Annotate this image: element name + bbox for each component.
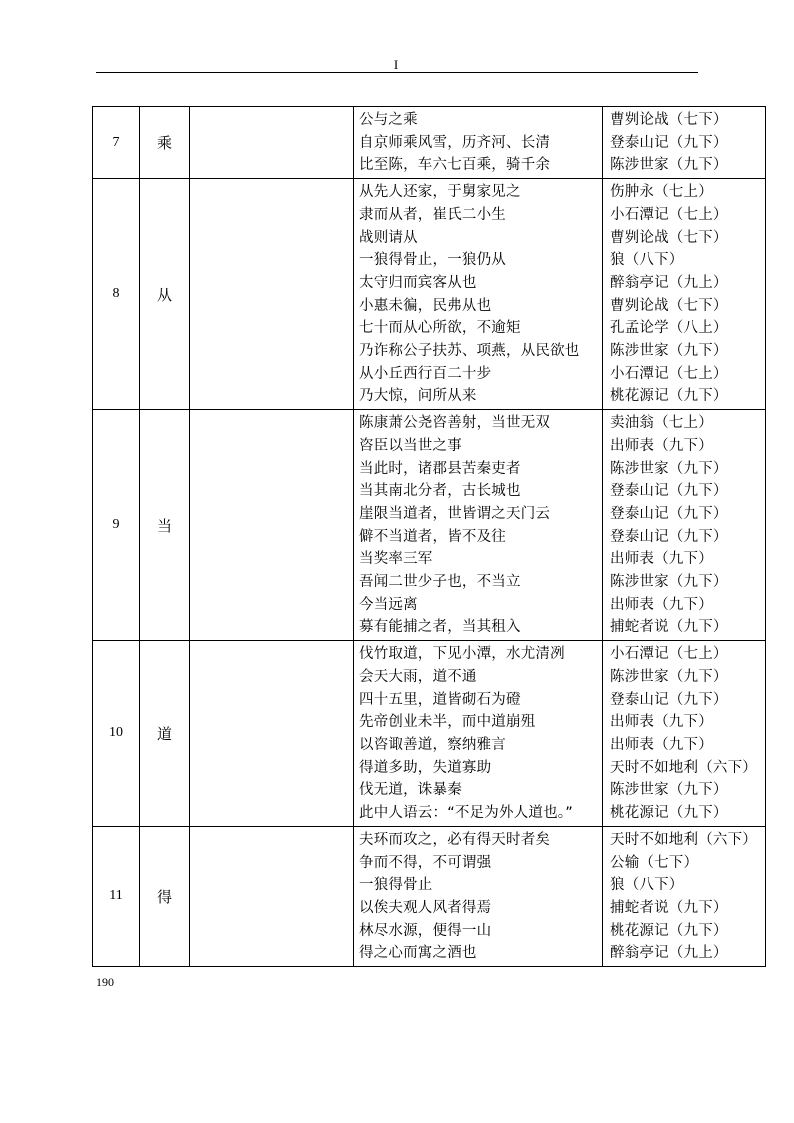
header-mark: I [393, 57, 399, 72]
example-sentence: 公与之乘 [359, 112, 418, 128]
source-title: 醉翁亭记（九上） [610, 945, 728, 962]
row-number: 9 [93, 410, 140, 641]
example-sentence: 从小丘西行百二十步 [359, 365, 492, 382]
example-sentence: 林尽水源，便得一山 [359, 922, 492, 939]
example-sentence: 乃诈称公子扶苏、项燕，从民欲也 [359, 343, 580, 360]
meaning-cell-empty [190, 826, 354, 966]
sources-cell [603, 641, 766, 827]
example-sentence: 先帝创业未半，而中道崩殂 [359, 714, 536, 731]
meaning-cell-empty [190, 179, 354, 410]
vocabulary-table [92, 106, 766, 967]
source-title: 狼（八下） [610, 252, 684, 269]
source-title: 登泰山记（九下） [610, 134, 728, 151]
source-title: 曹刿论战（七下） [610, 229, 728, 246]
example-sentence: 小惠未徧，民弗从也 [359, 297, 492, 314]
example-sentence: 以俟夫观人风者得焉 [359, 899, 492, 916]
meaning-cell-empty [190, 641, 354, 827]
example-sentence: 当其南北分者，古长城也 [359, 483, 521, 500]
header-rule [96, 72, 698, 73]
source-title: 登泰山记（九下） [610, 483, 728, 500]
example-sentence: 七十而从心所欲，不逾矩 [359, 320, 521, 337]
source-title: 陈涉世家（九下） [610, 574, 728, 591]
table-row [93, 826, 766, 966]
source-title: 伤肿永（七上） [610, 184, 713, 201]
table-row [93, 179, 766, 410]
example-sentence: 太守归而宾客从也 [359, 274, 477, 291]
source-title: 曹刿论战（七下） [610, 297, 728, 314]
table-row [93, 107, 766, 179]
table-row [93, 410, 766, 641]
row-number: 8 [93, 179, 140, 410]
keyword-char: 道 [140, 641, 190, 827]
keyword-char: 当 [140, 410, 190, 641]
example-sentence: 夫环而攻之，必有得天时者矣 [359, 831, 551, 848]
example-sentence: 一狼得骨止，一狼仍从 [359, 252, 506, 269]
example-sentence: 陈康萧公尧咨善射，当世无双 [359, 415, 551, 432]
meaning-cell-empty [190, 107, 354, 179]
example-sentence: 会天大雨，道不通 [359, 668, 477, 685]
examples-cell [354, 107, 603, 179]
example-sentence: 从先人还家，于舅家见之 [359, 184, 521, 201]
keyword-char: 得 [140, 826, 190, 966]
example-sentence: 僻不当道者，皆不及往 [359, 528, 506, 545]
example-sentence: 吾闻二世少子也，不当立 [359, 574, 521, 591]
source-title: 孔孟论学（八上） [610, 320, 728, 337]
example-sentence: 得道多助，失道寡助 [359, 759, 492, 776]
source-title: 小石潭记（七上） [610, 365, 728, 382]
example-sentence: 崖限当道者，世皆谓之天门云 [359, 505, 551, 522]
example-sentence: 比至陈，车六七百乘，骑千余 [359, 157, 551, 174]
source-title: 陈涉世家（九下） [610, 782, 728, 799]
example-sentence: 咨臣以当世之事 [359, 437, 462, 454]
source-title: 陈涉世家（九下） [610, 460, 728, 477]
keyword-char: 乘 [140, 107, 190, 179]
source-title: 陈涉世家（九下） [610, 668, 728, 685]
source-title: 小石潭记（七上） [610, 206, 728, 223]
source-title: 出师表（九下） [610, 596, 713, 613]
sources-cell [603, 410, 766, 641]
example-sentence: 当奖率三军 [359, 551, 433, 568]
example-sentence: 得之心而寓之酒也 [359, 945, 477, 962]
table-row [93, 641, 766, 827]
source-title: 陈涉世家（九下） [610, 343, 728, 360]
sources-cell [603, 107, 766, 179]
meaning-cell-empty [190, 410, 354, 641]
examples-cell [354, 641, 603, 827]
source-title: 出师表（九下） [610, 437, 713, 454]
source-title: 桃花源记（九下） [610, 388, 728, 405]
source-title: 陈涉世家（九下） [610, 157, 728, 174]
examples-cell [354, 179, 603, 410]
source-title: 出师表（九下） [610, 714, 713, 731]
examples-cell [354, 410, 603, 641]
source-title: 天时不如地利（六下） [610, 759, 757, 776]
example-sentence: 一狼得骨止 [359, 877, 433, 894]
source-title: 小石潭记（七上） [610, 646, 728, 663]
example-sentence: 此中人语云：“不足为外人道也。” [359, 805, 573, 822]
keyword-char: 从 [140, 179, 190, 410]
source-title: 出师表（九下） [610, 736, 713, 753]
sources-cell [603, 179, 766, 410]
source-title: 公输（七下） [610, 854, 699, 871]
example-sentence: 乃大惊，问所从来 [359, 388, 477, 405]
row-number: 10 [93, 641, 140, 827]
example-sentence: 当此时，诸郡县苦秦吏者 [359, 460, 521, 477]
source-title: 登泰山记（九下） [610, 691, 728, 708]
source-title: 登泰山记（九下） [610, 528, 728, 545]
source-title: 桃花源记（九下） [610, 805, 728, 822]
example-sentence: 伐竹取道，下见小潭，水尤清冽 [359, 646, 565, 663]
example-sentence: 伐无道，诛暴秦 [359, 782, 462, 799]
source-title: 桃花源记（九下） [610, 922, 728, 939]
example-sentence: 四十五里，道皆砌石为磴 [359, 691, 521, 708]
example-sentence: 今当远离 [359, 596, 418, 613]
source-title: 曹刿论战（七下） [610, 112, 728, 128]
example-sentence: 以咨诹善道，察纳雅言 [359, 736, 506, 753]
example-sentence: 自京师乘风雪，历齐河、长清 [359, 134, 551, 151]
source-title: 登泰山记（九下） [610, 505, 728, 522]
sources-cell [603, 826, 766, 966]
source-title: 天时不如地利（六下） [610, 831, 757, 848]
source-title: 出师表（九下） [610, 551, 713, 568]
example-sentence: 战则请从 [359, 229, 418, 246]
source-title: 狼（八下） [610, 877, 684, 894]
source-title: 醉翁亭记（九上） [610, 274, 728, 291]
example-sentence: 隶而从者，崔氏二小生 [359, 206, 506, 223]
row-number: 7 [93, 107, 140, 179]
example-sentence: 争而不得，不可谓强 [359, 854, 492, 871]
source-title: 捕蛇者说（九下） [610, 619, 728, 636]
page-number: 190 [96, 975, 114, 989]
examples-cell [354, 826, 603, 966]
row-number: 11 [93, 826, 140, 966]
example-sentence: 募有能捕之者，当其租入 [359, 619, 521, 636]
source-title: 卖油翁（七上） [610, 415, 713, 432]
source-title: 捕蛇者说（九下） [610, 899, 728, 916]
